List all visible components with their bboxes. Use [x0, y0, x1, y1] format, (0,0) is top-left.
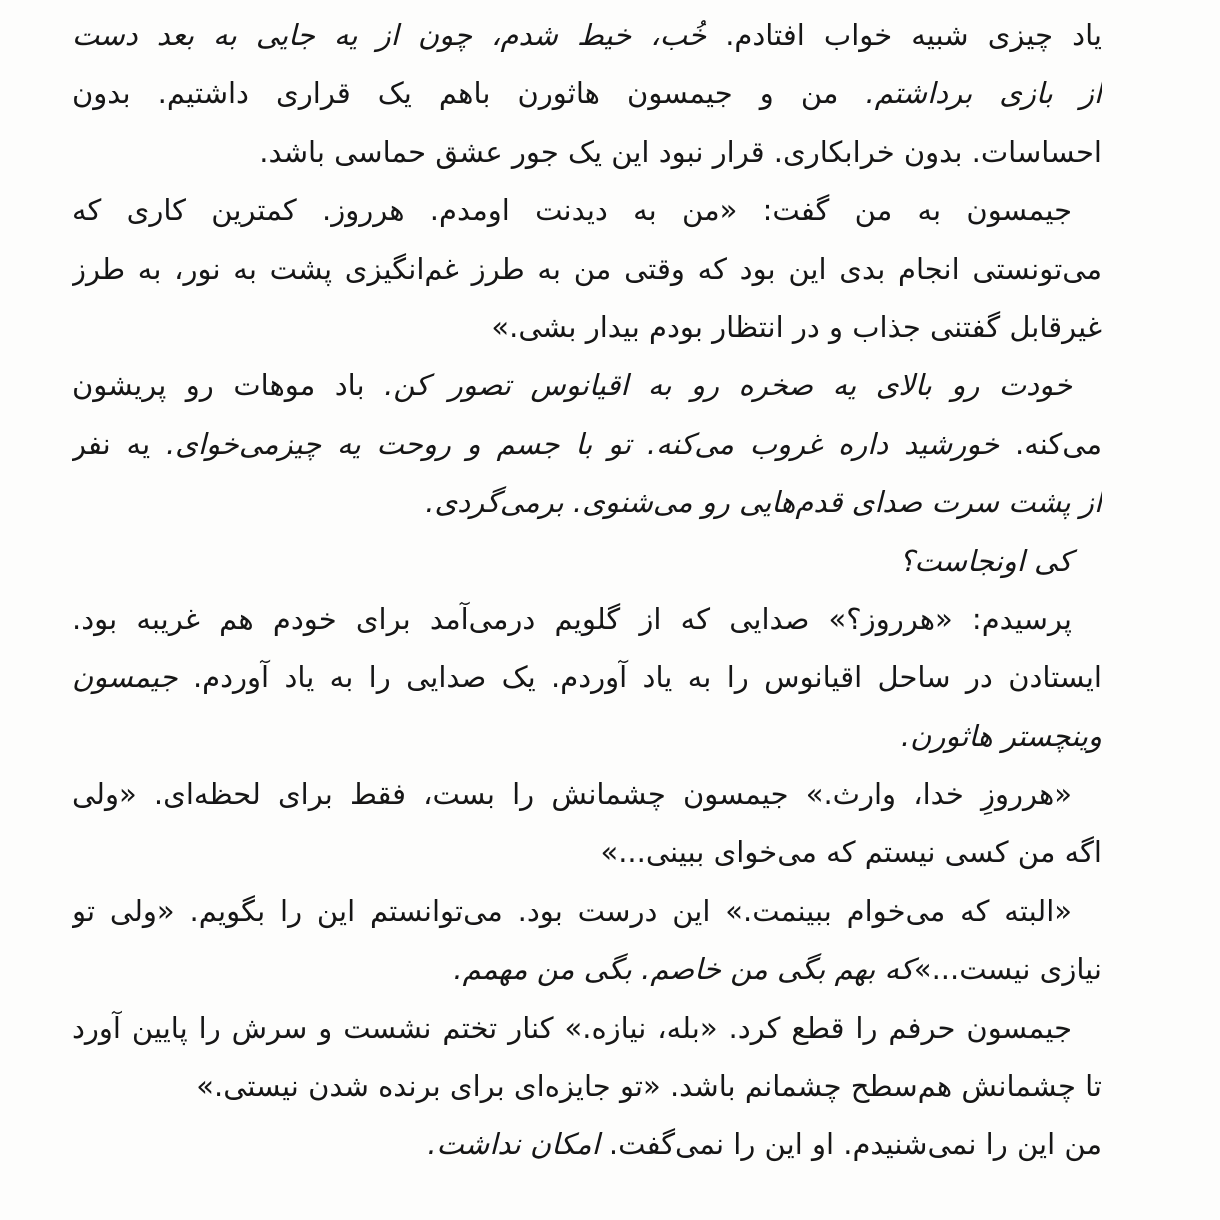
italic-text-run: وینچستر هاثورن.: [900, 718, 1102, 753]
text-line: [72, 240, 1102, 298]
italic-text-run: از بازی برداشتم.: [838, 76, 1102, 111]
text-run: یاد چیزی شبیه خواب افتادم.: [706, 18, 1102, 52]
text-run: غیرقابل گفتنی جذاب و در انتظار بودم بیدار بشی.»: [491, 309, 1102, 344]
italic-text-run: جیمسون: [72, 660, 178, 695]
text-run: می‌کنه.: [999, 426, 1102, 461]
italic-text-run: کی اونجاست؟: [898, 543, 1072, 578]
text-run: جیمسون به من گفت: «من به دیدنت اومدم. هرروز. کمترین کاری که: [72, 193, 1072, 228]
text-run: احساسات. بدون خرابکاری. قرار نبود این یک جور عشق حماسی باشد.: [259, 134, 1102, 169]
text-run: من این را نمی‌شنیدم. او این را نمی‌گفت.: [599, 1127, 1102, 1162]
text-run: می‌تونستی انجام بدی این بود که وقتی من به طرز غم‌انگیزی پشت به نور، به طرز: [72, 251, 1102, 286]
text-line: [72, 473, 1102, 531]
text-line: [72, 298, 1102, 356]
text-line: [72, 999, 1102, 1057]
text-run: من و جیمسون هاثورن باهم یک قراری داشتیم. بدون: [72, 76, 839, 111]
text-line: [72, 590, 1102, 648]
text-line: [72, 882, 1102, 940]
text-line: [72, 415, 1102, 473]
italic-text-run: از پشت سرت صدای قدم‌هایی رو می‌شنوی. برمی‌گردی.: [425, 485, 1102, 520]
text-run: اگه من کسی نیستم که می‌خوای ببینی...»: [600, 835, 1102, 870]
text-run: تا چشمانش هم‌سطح چشمانم باشد. «تو جایزه‌ای برای برنده شدن نیستی.»: [196, 1069, 1102, 1104]
text-line: [72, 1057, 1102, 1115]
text-line: [72, 181, 1102, 239]
text-line: [72, 356, 1102, 414]
text-run: نیازی نیست...»: [913, 952, 1102, 987]
text-line: [72, 64, 1102, 122]
text-line: [72, 765, 1102, 823]
text-run: باد موهات رو پریشون: [72, 368, 385, 403]
italic-text-run: خورشید داره غروب می‌کنه. تو با جسم و روحت یه چیزمی‌خوای.: [165, 426, 1000, 461]
text-run: پرسیدم: «هرروز؟» صدایی که از گلویم درمی‌آمد برای خودم هم غریبه بود.: [72, 601, 1072, 636]
text-run: یه نفر: [72, 426, 166, 461]
italic-text-run: خودت رو بالای یه صخره رو به اقیانوس تصور کن.: [384, 368, 1072, 403]
text-run: جیمسون حرفم را قطع کرد. «بله، نیازه.» کنار تختم نشست و سرش را پایین آورد: [72, 1010, 1072, 1045]
italic-text-run: که بهم بگی من خاصم. بگی من مهمم.: [453, 952, 914, 987]
italic-text-run: امکان نداشت.: [427, 1127, 600, 1162]
text-line: [72, 648, 1102, 706]
text-run: «هرروزِ خدا، وارث.» جیمسون چشمانش را بست، فقط برای لحظه‌ای. «ولی: [72, 777, 1072, 812]
text-run: ایستادن در ساحل اقیانوس را به یاد آوردم. یک صدایی را به یاد آوردم.: [177, 660, 1102, 695]
text-line: [72, 707, 1102, 765]
text-line: [72, 123, 1102, 181]
text-line: [72, 940, 1102, 998]
text-run: «البته که می‌خوام ببینمت.» این درست بود. می‌توانستم این را بگویم. «ولی تو: [72, 893, 1072, 928]
text-column: [72, 6, 1102, 1174]
text-line: [72, 823, 1102, 881]
text-line: [72, 532, 1102, 590]
text-line: [72, 1115, 1102, 1173]
italic-text-run: خُب، خیط شدم، چون از یه جایی به بعد دست: [72, 18, 707, 52]
text-line: [72, 6, 1102, 64]
